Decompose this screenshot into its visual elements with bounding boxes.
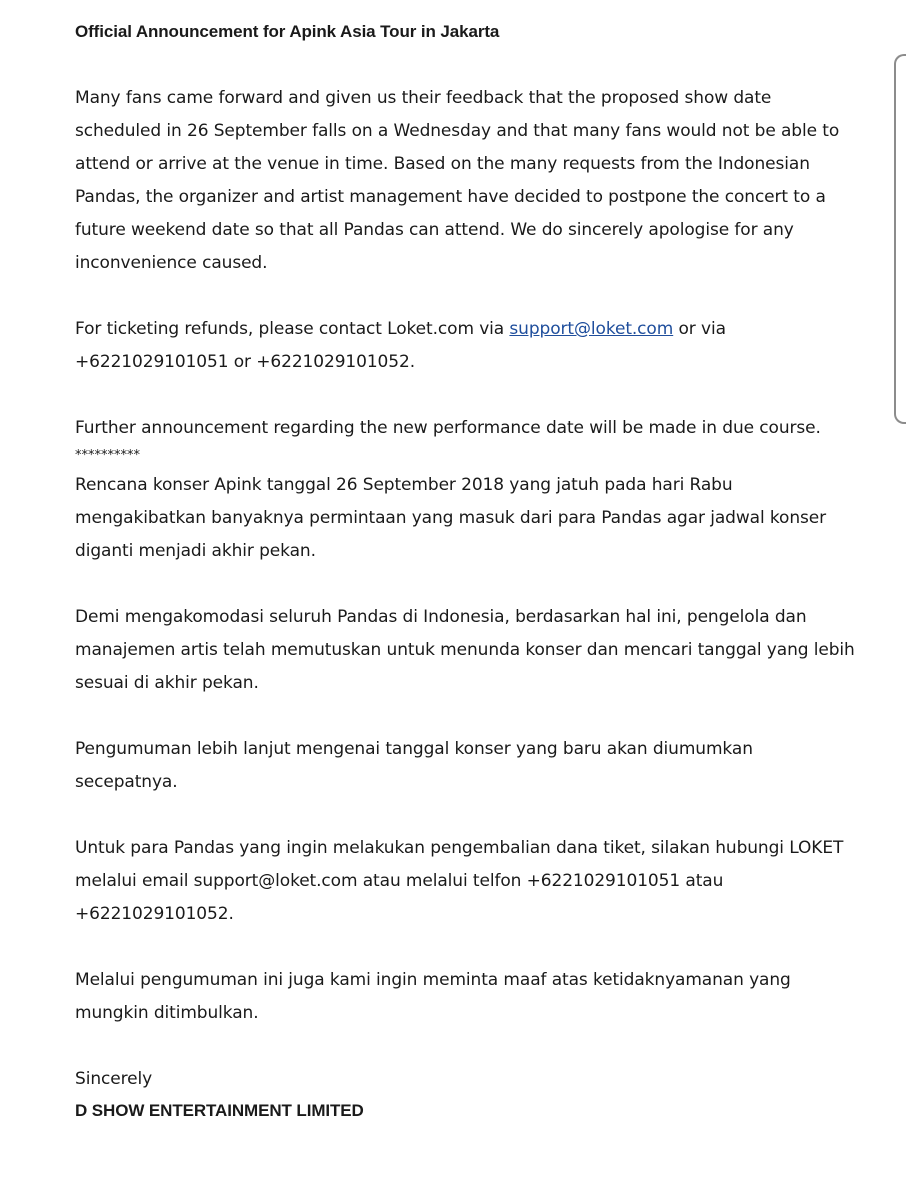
scroll-handle[interactable] (894, 54, 906, 424)
support-email-link[interactable]: support@loket.com (509, 319, 674, 339)
indonesian-paragraph-apology: Melalui pengumuman ini juga kami ingin meminta maaf atas ketidaknyamanan yang mungkin ditimbulkan. (75, 970, 791, 1023)
english-paragraph-postponement: Many fans came forward and given us their feedback that the proposed show date scheduled in 26 September falls on a Wednesday and that many fans would not be able to attend or arrive at the venue in time. Based on the many requests from the Indonesian Pandas, the organizer and artist management have decided to postpone the concert to a future weekend date so that all Pandas can attend. We do sincerely apologise for any inconvenience caused. (75, 88, 840, 273)
indonesian-paragraph-plan: Rencana konser Apink tanggal 26 September 2018 yang jatuh pada hari Rabu mengakibatkan banyaknya permintaan yang masuk dari para Pandas agar jadwal konser diganti menjadi akhir pekan. (75, 475, 827, 561)
indonesian-paragraph-decision: Demi mengakomodasi seluruh Pandas di Indonesia, berdasarkan hal ini, pengelola dan manajemen artis telah memutuskan untuk menunda konser dan mencari tanggal yang lebih sesuai di akhir pekan. (75, 607, 855, 693)
indonesian-paragraph-further: Pengumuman lebih lanjut mengenai tanggal konser yang baru akan diumumkan secepatnya. (75, 739, 753, 792)
section-separator: ********** (75, 448, 140, 463)
company-signature: D SHOW ENTERTAINMENT LIMITED (75, 1101, 364, 1120)
refund-text-after: or via +6221029101051 or +6221029101052. (75, 319, 726, 372)
closing-salutation: Sincerely (75, 1069, 153, 1089)
announcement-title: Official Announcement for Apink Asia Tour in Jakarta (75, 22, 500, 41)
english-paragraph-refunds (75, 313, 855, 379)
announcement-document (75, 18, 855, 1126)
refund-text-before: For ticketing refunds, please contact Loket.com via (75, 319, 510, 339)
english-paragraph-further: Further announcement regarding the new performance date will be made in due course. (75, 418, 821, 438)
indonesian-paragraph-refunds: Untuk para Pandas yang ingin melakukan pengembalian dana tiket, silakan hubungi LOKET melalui email support@loket.com atau melalui telfon +6221029101051 atau +6221029101052. (75, 838, 844, 924)
